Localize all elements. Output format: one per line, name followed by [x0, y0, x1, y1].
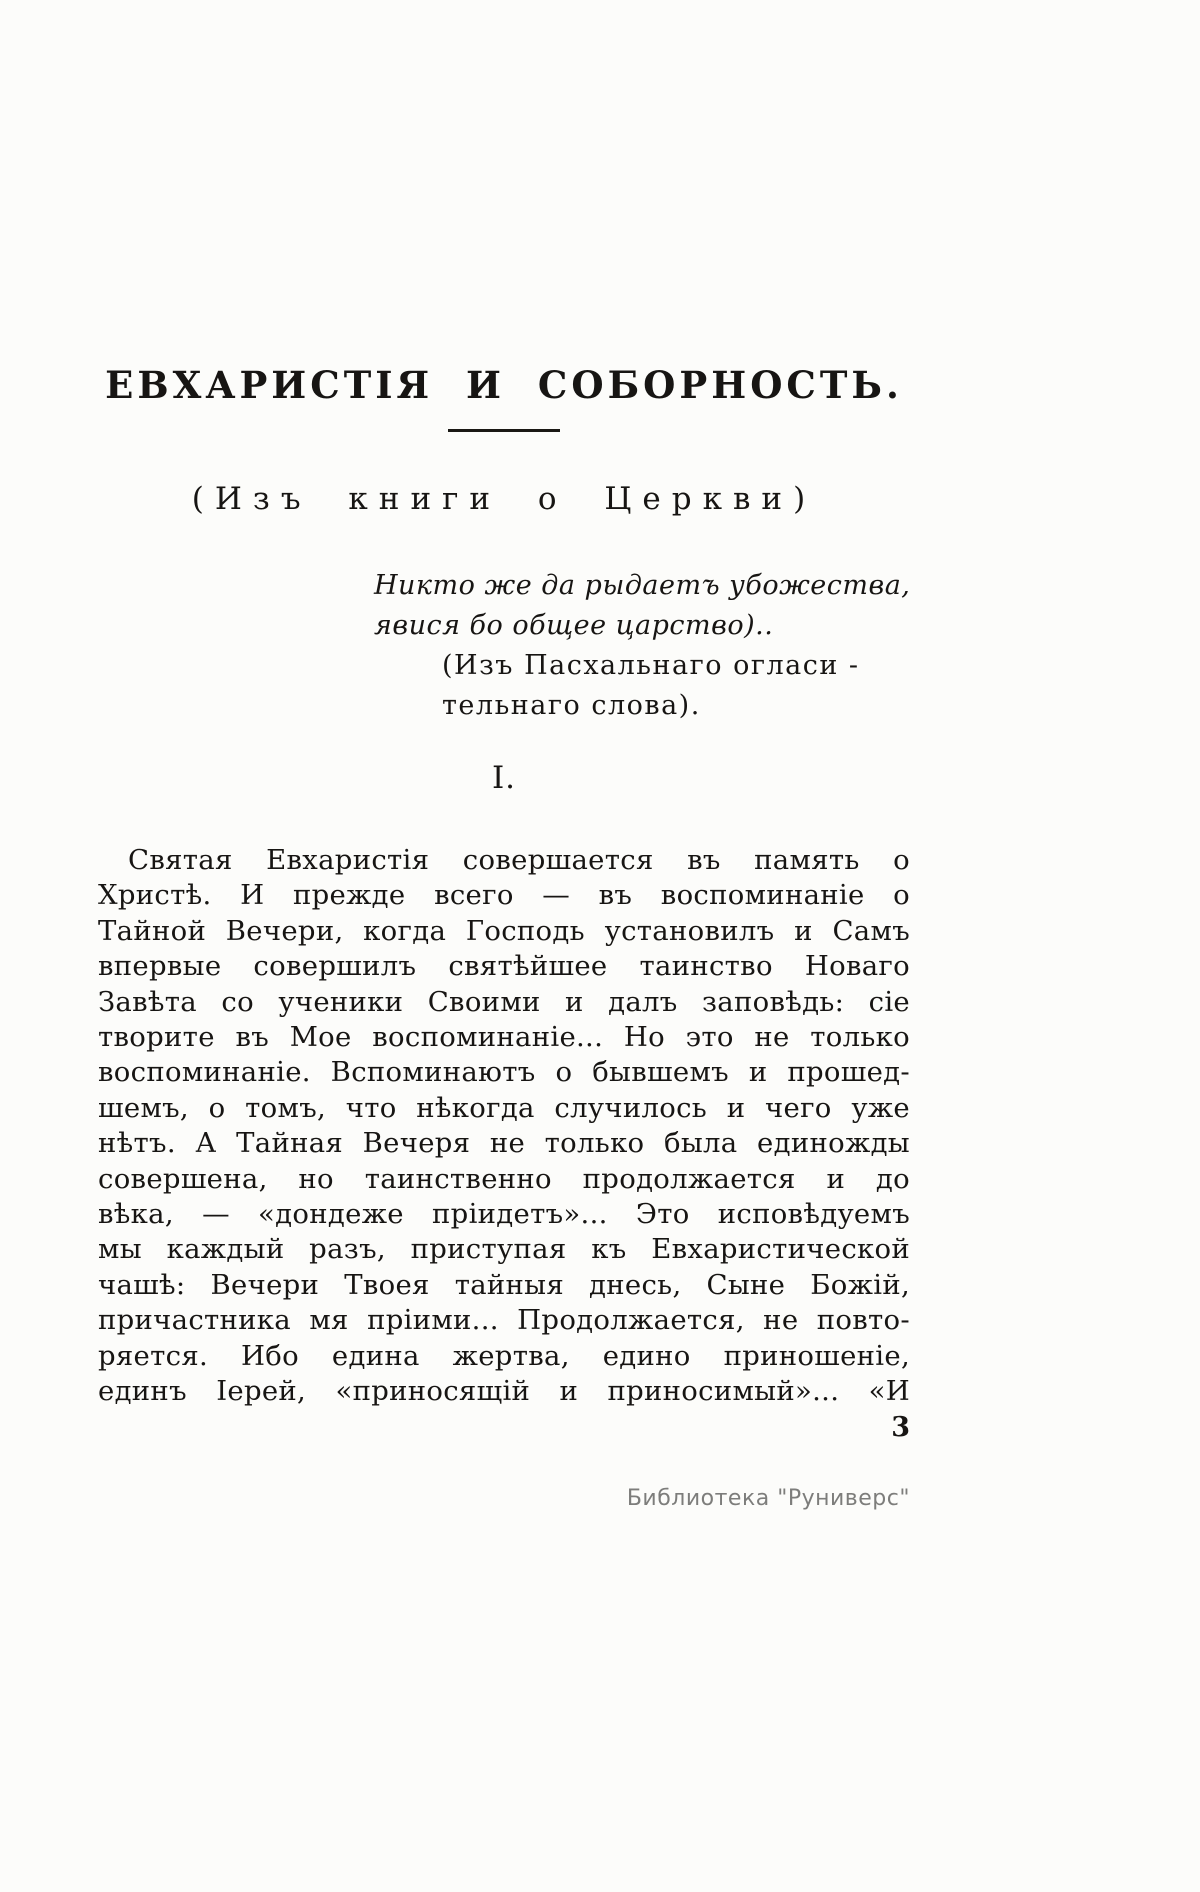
page-title: ЕВХАРИСТІЯ И СОБОРНОСТЬ. — [105, 363, 903, 407]
library-watermark: Библиотека "Руниверс" — [626, 1486, 910, 1511]
body-line: совершена, но таинственно продолжается и до — [98, 1162, 910, 1195]
title-divider — [448, 429, 560, 432]
body-line: чашѣ: Вечери Твоея тайныя днесь, Сыне Божій, — [98, 1268, 910, 1301]
page-number: 3 — [891, 1412, 910, 1443]
body-line: единъ Іерей, «приносящій и приносимый»... «И — [98, 1375, 910, 1408]
body-line: нѣтъ. А Тайная Вечеря не только была единожды — [98, 1127, 910, 1160]
epigraph-line: явися бо общее царство).. — [374, 610, 774, 641]
page-subtitle: (Изъ книги о Церкви) — [191, 481, 817, 517]
epigraph-block — [374, 566, 914, 726]
body-line: причастника мя пріими... Продолжается, не повто- — [98, 1304, 910, 1337]
body-line: впервые совершилъ святѣйшее таинство Новаго — [98, 950, 910, 983]
body-line: ряется. Ибо едина жертва, едино приношеніе, — [98, 1339, 910, 1372]
body-line: шемъ, о томъ, что нѣкогда случилось и чего уже — [98, 1091, 910, 1124]
body-line: Святая Евхаристія совершается въ память о — [128, 844, 910, 876]
body-line: мы каждый разъ, приступая къ Евхаристической — [98, 1233, 910, 1266]
section-heading: I. — [491, 760, 517, 796]
epigraph-attribution: (Изъ Пасхальнаго огласи - — [442, 650, 860, 681]
epigraph-attribution: тельнаго слова). — [442, 690, 701, 721]
body-paragraph — [98, 843, 910, 1410]
body-line: Тайной Вечери, когда Господь установилъ и Самъ — [98, 914, 910, 947]
body-line: Завѣта со ученики Своими и далъ заповѣдь: сіе — [98, 985, 910, 1018]
body-line: вѣка, — «дондеже пріидетъ»... Это исповѣдуемъ — [98, 1198, 910, 1231]
body-line: творите въ Мое воспоминаніе... Но это не только — [98, 1021, 910, 1054]
epigraph-line: Никто же да рыдаетъ убожества, — [374, 570, 911, 601]
body-line: Христѣ. И прежде всего — въ воспоминаніе о — [98, 879, 910, 912]
body-line: воспоминаніе. Вспоминаютъ о бывшемъ и прошед- — [98, 1056, 910, 1089]
